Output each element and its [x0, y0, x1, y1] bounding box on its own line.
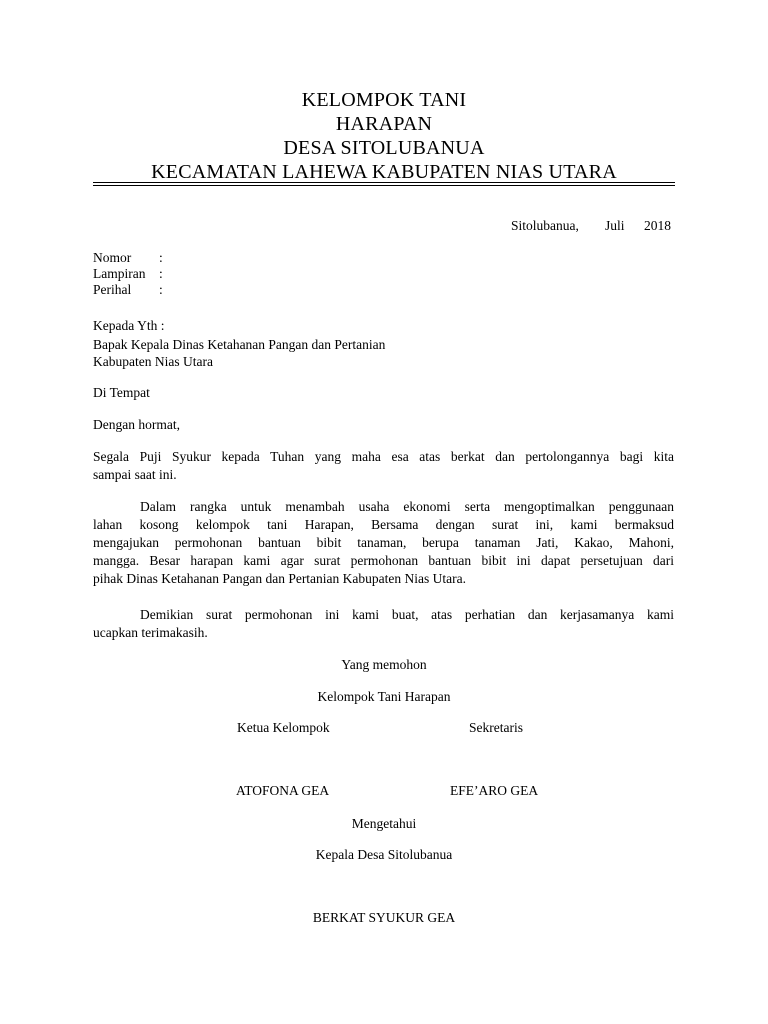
meta-lampiran [93, 266, 163, 282]
paragraph-2-line-4: mangga. Besar harapan kami agar surat permohonan bantuan bibit ini dapat persetujuan dari [93, 553, 674, 568]
header-line-3: DESA SITOLUBANUA [283, 137, 485, 159]
lampiran-label: Lampiran [93, 266, 146, 281]
paragraph-2-line-2: lahan kosong kelompok tani Harapan, Bersama dengan surat ini, kami bermaksud [93, 517, 674, 532]
meta-nomor [93, 250, 163, 266]
paragraph-1-line-2: sampai saat ini. [93, 467, 177, 482]
recipient-line-3: Kabupaten Nias Utara [93, 354, 213, 369]
header-line-2: HARAPAN [335, 113, 433, 135]
group-name: Kelompok Tani Harapan [317, 689, 451, 704]
recipient-place: Di Tempat [93, 385, 150, 400]
perihal-colon: : [159, 282, 163, 297]
paragraph-2-line-1: Dalam rangka untuk menambah usaha ekonomi serta mengoptimalkan penggunaan [140, 499, 674, 514]
kepala-desa-name: BERKAT SYUKUR GEA [312, 910, 456, 925]
mengetahui: Mengetahui [351, 816, 417, 831]
meta-perihal [93, 282, 163, 298]
perihal-label: Perihal [93, 282, 132, 297]
header-line-1: KELOMPOK TANI [301, 89, 467, 111]
sekretaris-title: Sekretaris [469, 720, 523, 735]
ketua-title: Ketua Kelompok [237, 720, 330, 735]
paragraph-2-line-3: mengajukan permohonan bantuan bibit tanaman, berupa tanaman Jati, Kakao, Mahoni, [93, 535, 674, 550]
date-month: Juli [605, 218, 625, 233]
nomor-colon: : [159, 250, 163, 265]
paragraph-3-line-1: Demikian surat permohonan ini kami buat, atas perhatian dan kerjasamanya kami [140, 607, 674, 622]
paragraph-2-line-5: pihak Dinas Ketahanan Pangan dan Pertanian Kabupaten Nias Utara. [93, 571, 466, 586]
ketua-name: ATOFONA GEA [236, 783, 330, 798]
paragraph-1-line-1: Segala Puji Syukur kepada Tuhan yang maha esa atas berkat dan pertolongannya bagi kita [93, 449, 674, 464]
recipient-line-1: Kepada Yth : [93, 318, 165, 333]
greeting: Dengan hormat, [93, 417, 180, 432]
kepala-desa-title: Kepala Desa Sitolubanua [315, 847, 453, 862]
sekretaris-name: EFE’ARO GEA [450, 783, 539, 798]
date-place: Sitolubanua, [511, 218, 579, 233]
recipient-line-2: Bapak Kepala Dinas Ketahanan Pangan dan Pertanian [93, 337, 386, 352]
header-rule-bottom [93, 185, 675, 186]
nomor-label: Nomor [93, 250, 132, 265]
paragraph-3-line-2: ucapkan terimakasih. [93, 625, 208, 640]
header-line-4: KECAMATAN LAHEWA KABUPATEN NIAS UTARA [151, 161, 617, 183]
yang-memohon: Yang memohon [341, 657, 427, 672]
lampiran-colon: : [159, 266, 163, 281]
header-rule-top [93, 182, 675, 183]
date-year: 2018 [644, 218, 671, 233]
